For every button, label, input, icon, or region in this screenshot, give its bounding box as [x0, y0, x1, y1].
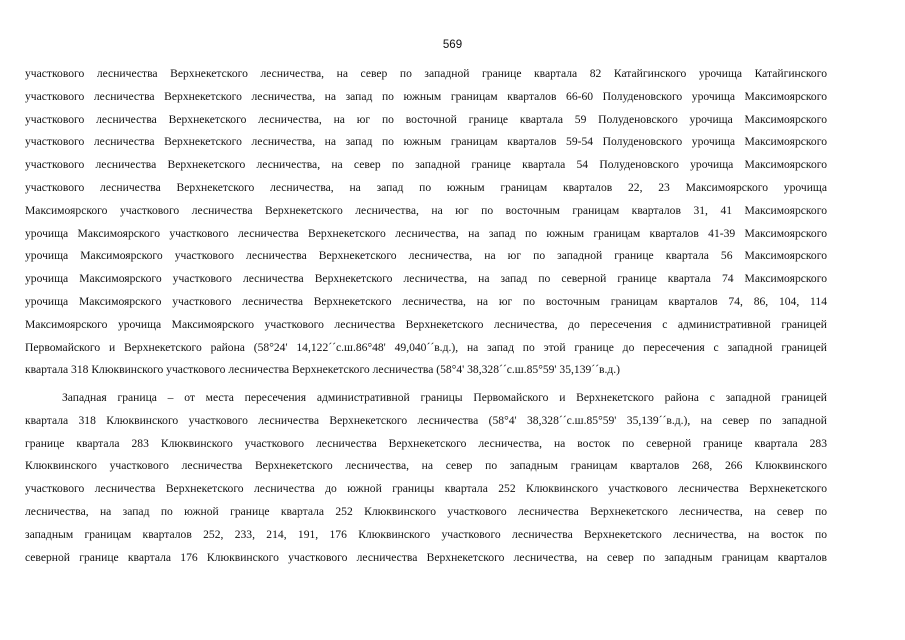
- text-line: лесничества, на запад по южной границе квартала 252 Клюквинского участкового лесничества Верхнекетского лесничества, на север по: [25, 504, 827, 518]
- text-line: участкового лесничества Верхнекетского лесничества, на запад по южным границам кварталов 22, 23 Максимоярского урочища: [25, 180, 827, 194]
- text-line: границе квартала 283 Клюквинского участкового лесничества Верхнекетского лесничества, на восток по северной границе квартала 283: [25, 436, 827, 450]
- paragraph-2: [25, 387, 827, 569]
- page-number: 569: [442, 39, 463, 51]
- text-line: участкового лесничества Верхнекетского лесничества, на север по западной границе квартала 82 Катайгинского урочища Катайгинского: [25, 67, 827, 80]
- text-line: участкового лесничества Верхнекетского лесничества до южной границы квартала 252 Клюквинского участкового лесничества Верхнекетского: [25, 482, 827, 496]
- text-line: урочища Максимоярского участкового лесничества Верхнекетского лесничества, на юг по восточным границам кварталов 74, 86, 104, 114: [25, 294, 827, 308]
- text-line: урочища Максимоярского участкового лесничества Верхнекетского лесничества, на запад по южным границам кварталов 41-39 Максимоярского: [25, 226, 827, 240]
- text-line: урочища Максимоярского участкового лесничества Верхнекетского лесничества, на юг по западной границе квартала 56 Максимоярского: [25, 249, 827, 263]
- text-line: участкового лесничества Верхнекетского лесничества, на юг по восточной границе квартала 59 Полуденовского урочища Максимоярского: [25, 112, 827, 126]
- text-line: квартала 318 Клюквинского участкового лесничества Верхнекетского лесничества (58°4' 38,328´´с.ш.85°59' 35,139´´в.д.): [25, 363, 621, 377]
- text-line: урочища Максимоярского участкового лесничества Верхнекетского лесничества, на запад по северной границе квартала 74 Максимоярского: [25, 272, 827, 286]
- text-line: Максимоярского урочища Максимоярского участкового лесничества Верхнекетского лесничества, до пересечения с административной границей: [25, 317, 827, 331]
- text-line: западным границам кварталов 252, 233, 214, 191, 176 Клюквинского участкового лесничества Верхнекетского лесничества, на восток по: [25, 527, 827, 541]
- text-line: квартала 318 Клюквинского участкового лесничества Верхнекетского лесничества (58°4' 38,328´´с.ш.85°59' 35,139´´в.д.), на север по западной: [25, 413, 827, 427]
- text-line: Западная граница – от места пересечения административной границы Первомайского и Верхнекетского района с западной границей: [62, 391, 827, 404]
- text-line: участкового лесничества Верхнекетского лесничества, на запад по южным границам кварталов 66-60 Полуденовского урочища Максимоярского: [25, 89, 827, 103]
- text-line: участкового лесничества Верхнекетского лесничества, на запад по южным границам кварталов 59-54 Полуденовского урочища Максимоярского: [25, 135, 827, 149]
- text-line: Первомайского и Верхнекетского района (58°24' 14,122´´с.ш.86°48' 49,040´´в.д.), на запад по этой границе до пересечения с западной границей: [25, 340, 827, 354]
- text-line: северной границе квартала 176 Клюквинского участкового лесничества Верхнекетского лесничества, на север по западным границам кварталов: [25, 550, 827, 564]
- paragraph-1: [25, 63, 827, 382]
- text-line: участкового лесничества Верхнекетского лесничества, на север по западной границе квартала 54 Полуденовского урочища Максимоярского: [25, 158, 827, 172]
- text-line: Максимоярского участкового лесничества Верхнекетского лесничества, на юг по восточным границам кварталов 31, 41 Максимоярского: [25, 203, 827, 217]
- text-line: Клюквинского участкового лесничества Верхнекетского лесничества, на север по западным границам кварталов 268, 266 Клюквинского: [25, 459, 827, 473]
